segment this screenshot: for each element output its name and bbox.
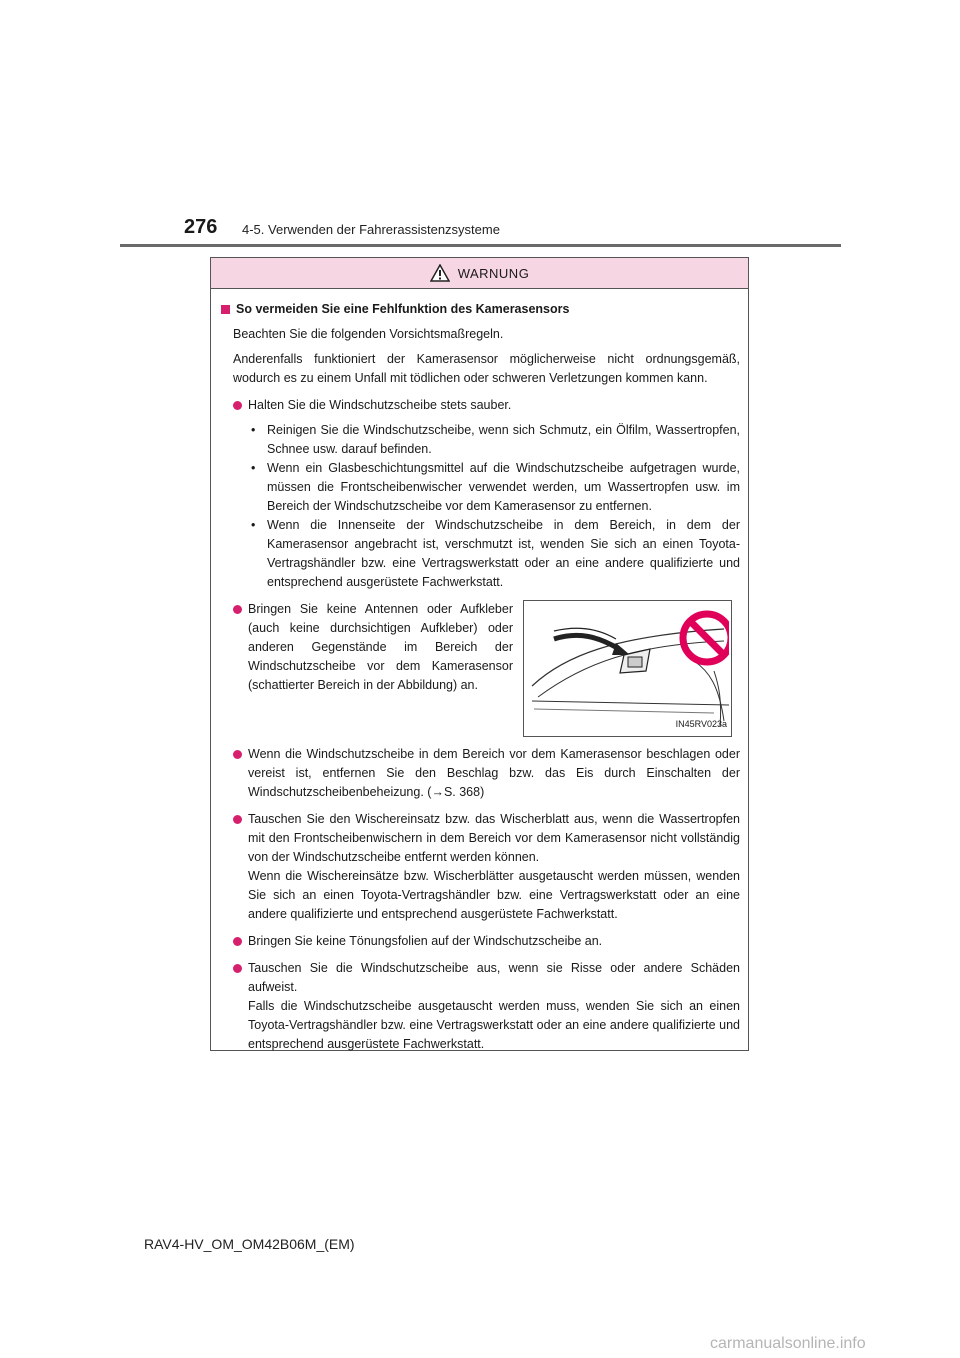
dot-bullet-icon: [233, 401, 242, 410]
bullet-item-3: [233, 745, 740, 802]
bullet-text-4a: Tauschen Sie den Wischereinsatz bzw. das Wischerblatt aus, wenn die Wassertropfen mit den Frontscheibenwischern in dem Bereich vor dem Kamerasensor nicht vollständig von der Windschutzscheibe entfernt werden können.: [248, 812, 740, 864]
warning-triangle-icon: [430, 264, 450, 282]
sub-item-3: [251, 516, 740, 592]
intro-paragraph-1: Beachten Sie die folgenden Vorsichtsmaßregeln.: [233, 327, 504, 341]
dot-bullet-icon: [233, 605, 242, 614]
warning-heading: [221, 300, 740, 319]
warning-content: [221, 300, 740, 1054]
sub-item-1: [251, 421, 740, 459]
warning-title: WARNUNG: [457, 265, 530, 281]
bullet-text-6a: Tauschen Sie die Windschutzscheibe aus, wenn sie Risse oder andere Schäden aufweist.: [248, 961, 740, 994]
header-divider: [120, 244, 841, 247]
bullet-text-2: Bringen Sie keine Antennen oder Aufkleber (auch keine durchsichtigen Aufkleber) oder anderen Gegenstände im Bereich der Windschutzscheibe vor dem Kamerasensor (schattierter Bereich in der Abbildung) an.: [248, 602, 513, 692]
bullet-item-2: [233, 600, 513, 737]
page-number: 276: [184, 216, 218, 238]
bullet-text-5: Bringen Sie keine Tönungsfolien auf der Windschutzscheibe an.: [248, 934, 603, 948]
windshield-illustration: [523, 600, 732, 737]
dot-bullet-icon: [233, 964, 242, 973]
dot-bullet-icon: [233, 937, 242, 946]
document-code: RAV4-HV_OM_OM42B06M_(EM): [144, 1236, 355, 1252]
sub-bullet: •: [251, 518, 256, 532]
dot-bullet-icon: [233, 815, 242, 824]
warning-box: [210, 257, 749, 1051]
watermark: carmanualsonline.info: [710, 1335, 866, 1352]
bullet-text-3: Wenn die Windschutzscheibe in dem Bereich vor dem Kamerasensor beschlagen oder vereist ist, entfernen Sie den Beschlag bzw. das Eis durch Einschalten der Windschutzscheibenbeheizung. (→S. 368): [248, 747, 740, 799]
bullet-text-6b: Falls die Windschutzscheibe ausgetauscht werden muss, wenden Sie sich an einen Toyota-Vertragshändler bzw. eine Vertragswerkstatt oder an eine andere qualifizierte und entsprechend ausgerüstete Fachwerkstatt.: [248, 999, 740, 1051]
sub-text-2: Wenn ein Glasbeschichtungsmittel auf die Windschutzscheibe aufgetragen wurde, müssen die Frontscheibenwischer verwendet werden, um Wassertropfen usw. im Bereich der Windschutzscheibe vor dem Kamerasensor zu entfernen.: [267, 461, 740, 513]
bullet-text-4: [248, 810, 740, 924]
bullet-item-1: [233, 396, 740, 415]
bullet-text-1: Halten Sie die Windschutzscheibe stets sauber.: [248, 398, 512, 412]
figure-row: [221, 600, 740, 737]
dot-bullet-icon: [233, 750, 242, 759]
sub-bullet: •: [251, 423, 256, 437]
bullet-item-5: [233, 932, 740, 951]
figure-label: IN45RV023a: [675, 719, 727, 729]
sub-item-2: [251, 459, 740, 516]
sub-text-1: Reinigen Sie die Windschutzscheibe, wenn sich Schmutz, ein Ölfilm, Wassertropfen, Schnee usw. darauf befinden.: [267, 423, 740, 456]
heading-text: So vermeiden Sie eine Fehlfunktion des Kamerasensors: [236, 302, 570, 316]
sub-bullet: •: [251, 461, 256, 475]
sub-text-3: Wenn die Innenseite der Windschutzscheibe in dem Bereich, in dem der Kamerasensor angebracht ist, verschmutzt ist, wenden Sie sich an einen Toyota-Vertragshändler bzw. eine Vertragswerkstatt oder an eine andere qualifizierte und entsprechend ausgerüstete Fachwerkstatt.: [267, 518, 740, 589]
bullet-text-6: [248, 959, 740, 1054]
square-bullet-icon: [221, 305, 230, 314]
bullet-item-6: [233, 959, 740, 1054]
bullet-item-4: [233, 810, 740, 924]
warning-header: [211, 258, 748, 289]
intro-paragraph-2: Anderenfalls funktioniert der Kamerasensor möglicherweise nicht ordnungsgemäß, wodurch es zu einem Unfall mit tödlichen oder schweren Verletzungen kommen kann.: [233, 352, 740, 385]
section-title: 4-5. Verwenden der Fahrerassistenzsysteme: [242, 222, 500, 237]
bullet-text-4b: Wenn die Wischereinsätze bzw. Wischerblätter ausgetauscht werden müssen, wenden Sie sich an einen Toyota-Vertragshändler bzw. eine Vertragswerkstatt oder an eine andere qualifizierte und entsprechend ausgerüstete Fachwerkstatt.: [248, 869, 740, 921]
